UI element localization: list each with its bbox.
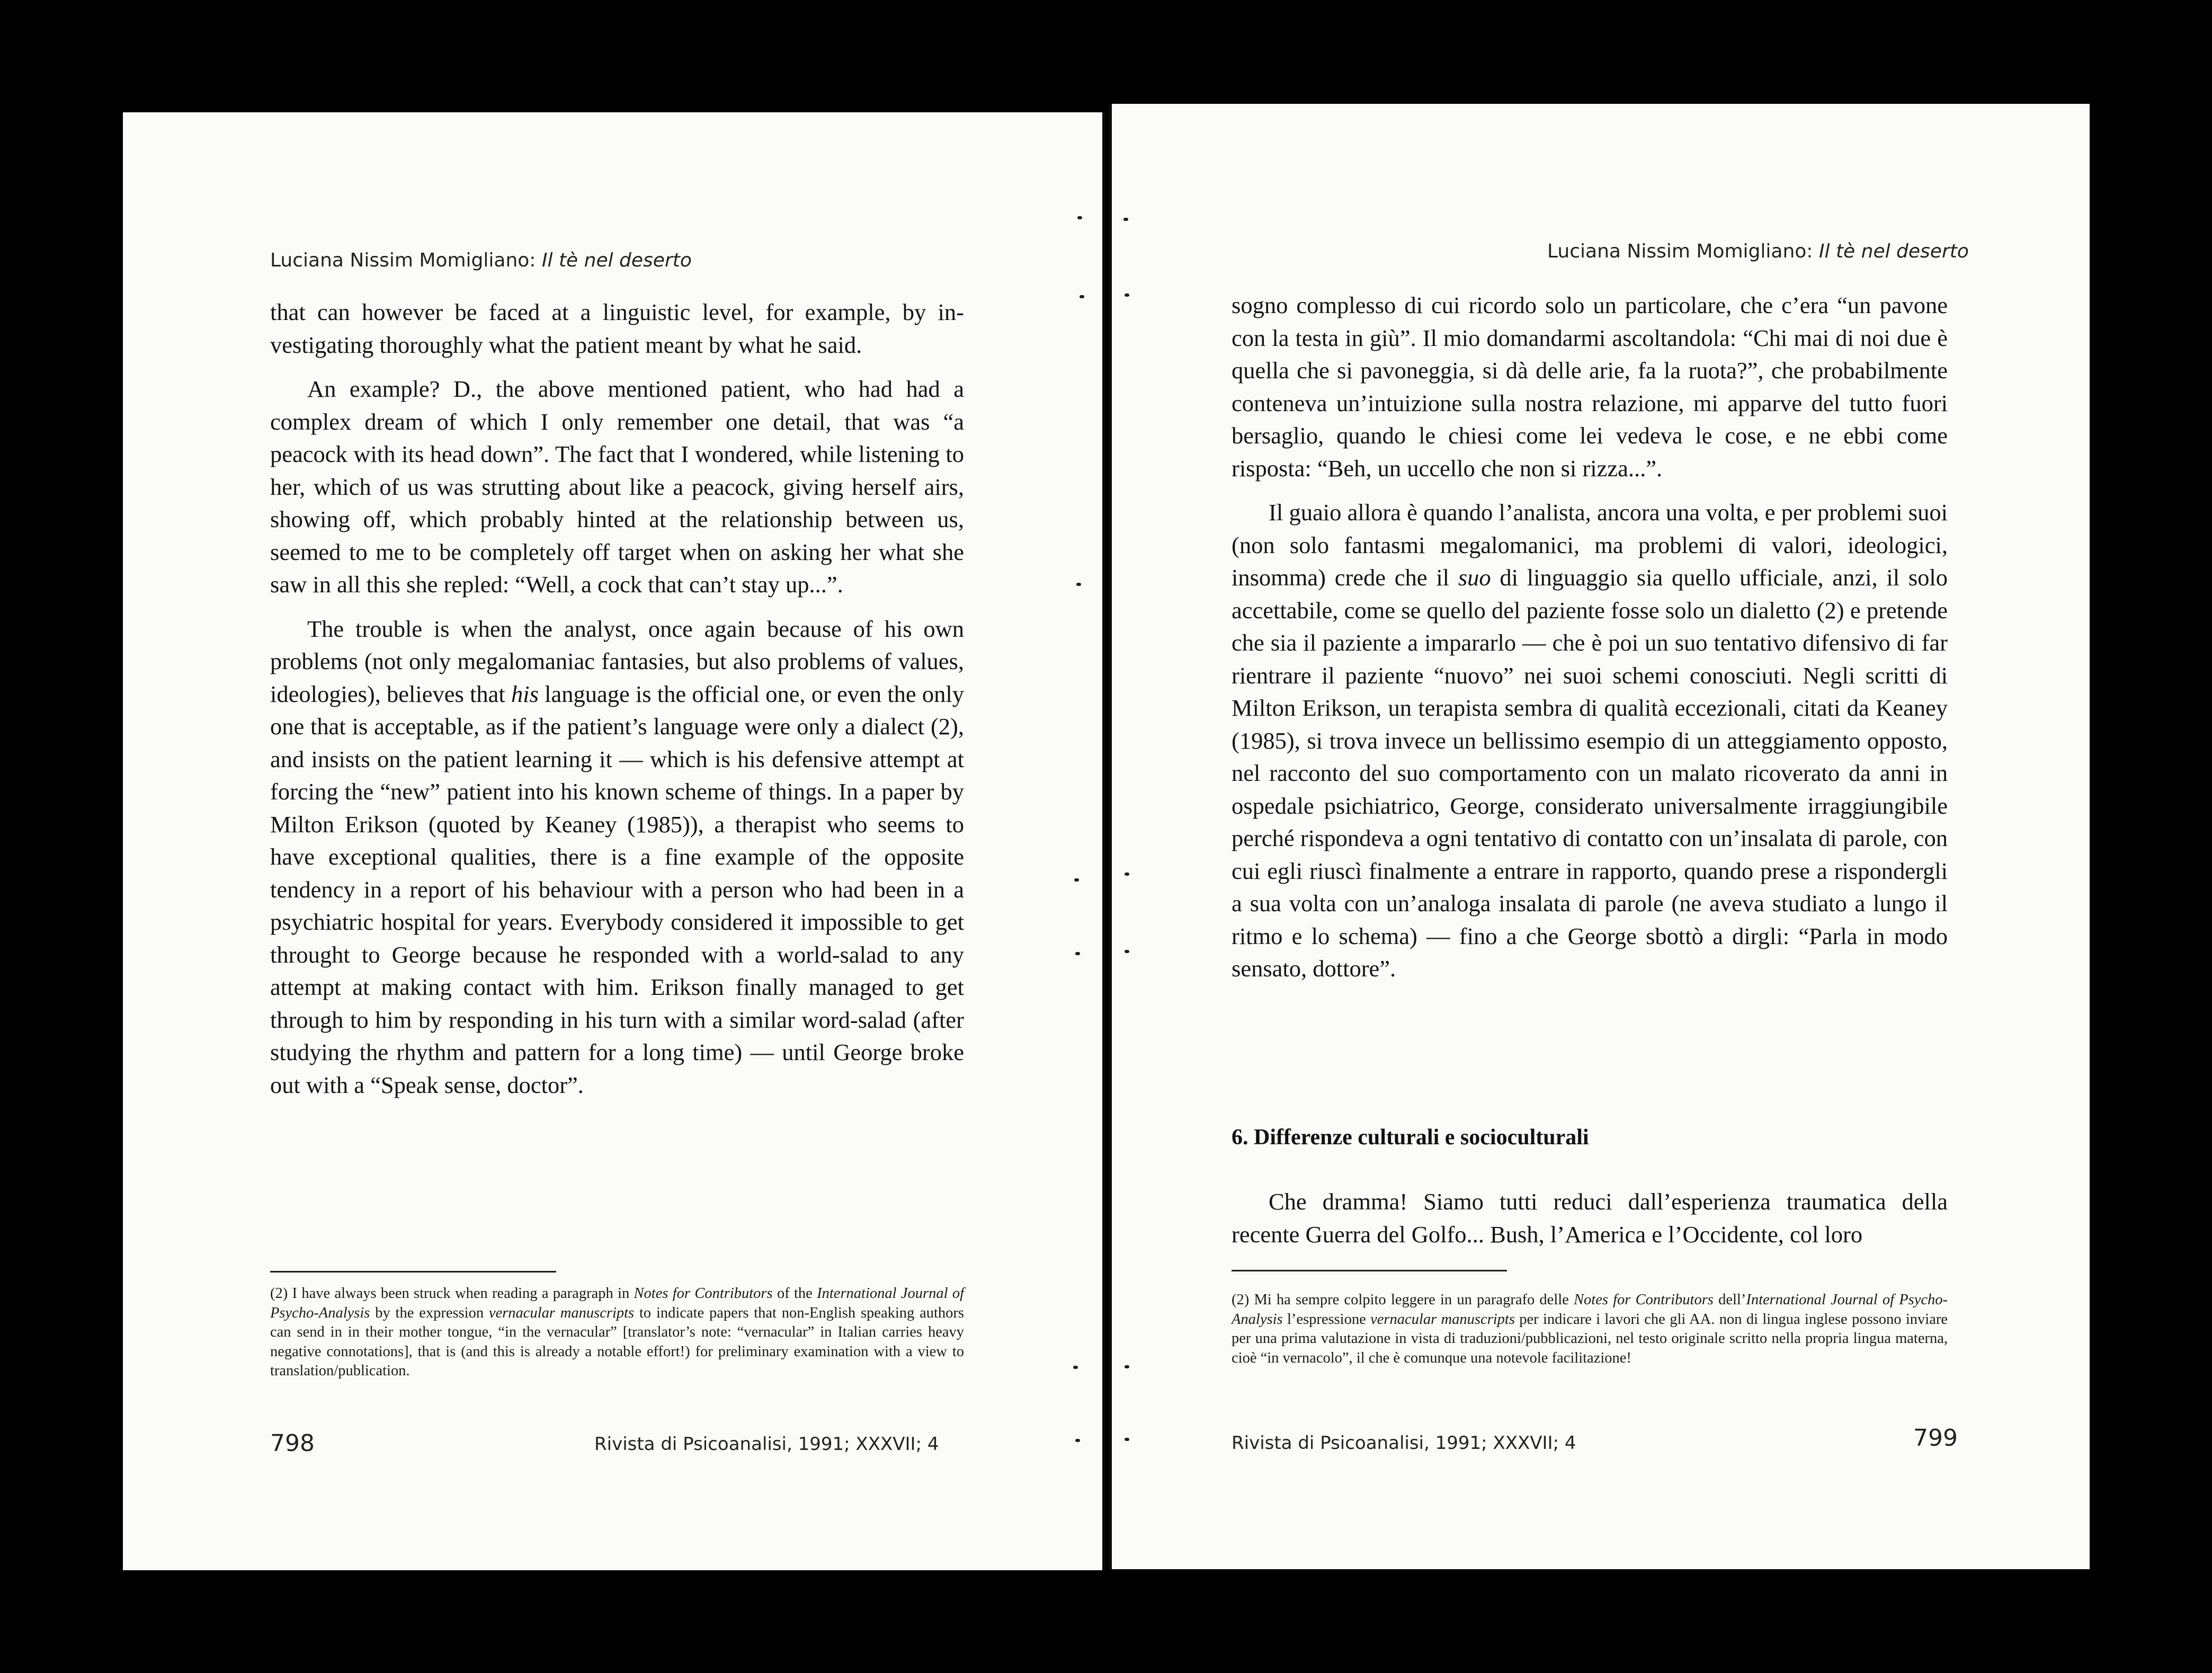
text-run: An example? D., the above mentioned patient, who had had a complex dream of which I only remember one detail, that was “a peacock with its head down”. The fact that I wondered, while listening to her, which of us was strutting about like a peacock, giving herself airs, showing off, which probably hinted at the relationship between us, seemed to me to be completely off target when on asking her what she saw in all this she repled: “Well, a cock that can’t stay up...”. bbox=[270, 376, 964, 598]
journal-line: Rivista di Psicoanalisi, 1991; XXXVII; 4 bbox=[1232, 1432, 1576, 1454]
footnote-rule bbox=[1232, 1270, 1507, 1271]
margin-speck bbox=[1125, 293, 1129, 297]
body-text bbox=[1232, 289, 1948, 985]
section-body-text bbox=[1232, 1186, 1948, 1251]
gutter-line bbox=[1102, 112, 1105, 1570]
text-run: that can however be faced at a linguistic level, for example, by investigating thoroughly what the patient meant by what he said. bbox=[270, 299, 964, 358]
paragraph bbox=[1232, 289, 1948, 485]
margin-speck bbox=[1125, 1438, 1129, 1441]
paragraph bbox=[270, 373, 964, 601]
running-head-author: Luciana Nissim Momigliano: bbox=[270, 250, 536, 271]
paragraph bbox=[270, 1284, 964, 1381]
running-head-title: Il tè nel deserto bbox=[541, 250, 692, 271]
margin-speck bbox=[1075, 952, 1080, 955]
page-number: 799 bbox=[1913, 1425, 1958, 1452]
margin-speck bbox=[1125, 1365, 1129, 1368]
text-run: di linguaggio sia quello ufficiale, anzi, il solo accettabile, come se quello del paziente fosse solo un dialetto (2) e pretende che sia il paziente a impararlo — che è poi un suo tentativo difensivo di far rientrare il paziente “nuovo” nei suoi schemi conosciuti. Negli scritti di Milton Erikson, un terapista sembra di qualità eccezionali, citati da Keaney (1985), si trova invece un bellissimo esempio di un atteggiamento opposto, nel racconto del suo comportamento con un malato ricoverato da anni in ospedale psichiatrico, George, considerato universalmente irraggiungibile perché rispondeva a ogni tentativo di contatto con un’insalata di parole, con cui egli riuscì finalmente a entrare in rapporto, quando prese a rispondergli a sua volta con un’analoga insalata di parole (ne aveva studiato a lungo il ritmo e lo schema) — fino a che George sbottò a dirgli: “Parla in modo sensato, dottore”. bbox=[1232, 564, 1948, 982]
text-run: Che dramma! Siamo tutti reduci dall’esperienza traumatica della recente Guerra del Golfo... Bush, l’America e l’Occidente, col loro bbox=[1232, 1188, 1948, 1248]
margin-speck bbox=[1125, 950, 1129, 953]
italic-text: International Journal of Psycho-Analysis bbox=[1232, 1292, 1948, 1328]
journal-line: Rivista di Psicoanalisi, 1991; XXXVII; 4 bbox=[594, 1434, 939, 1455]
right-page bbox=[1109, 104, 2090, 1569]
footnote-rule bbox=[270, 1271, 556, 1272]
italic-text: vernacular manuscripts bbox=[488, 1304, 635, 1321]
left-page bbox=[123, 112, 1105, 1570]
gutter-line bbox=[1109, 104, 1112, 1569]
italic-text: suo bbox=[1458, 564, 1491, 591]
text-run: of the bbox=[772, 1285, 817, 1302]
page-number: 798 bbox=[270, 1430, 315, 1457]
paragraph bbox=[1232, 1291, 1948, 1368]
text-run: (2) Mi ha sempre colpito leggere in un paragrafo delle bbox=[1232, 1292, 1574, 1308]
text-run: (2) I have always been struck when reading a paragraph in bbox=[270, 1285, 634, 1302]
paragraph bbox=[1232, 1186, 1948, 1251]
running-head bbox=[270, 249, 692, 272]
italic-text: his bbox=[511, 680, 539, 707]
margin-speck bbox=[1125, 873, 1129, 876]
margin-speck bbox=[1073, 1366, 1078, 1369]
running-head-author: Luciana Nissim Momigliano: bbox=[1547, 241, 1813, 262]
running-head bbox=[1547, 240, 1969, 263]
text-run: by the expression bbox=[370, 1304, 489, 1321]
footnote bbox=[270, 1284, 964, 1381]
italic-text: Notes for Contributors bbox=[634, 1285, 773, 1302]
paragraph bbox=[1232, 496, 1948, 985]
italic-text: International Journal of Psycho-Analysis bbox=[270, 1285, 965, 1321]
text-run: Il guaio allora è quando l’analista, ancora una volta, e per problemi suoi (non solo fantasmi megalomanici, ma problemi di valori, ideologici, insomma) crede che il bbox=[1232, 499, 1948, 591]
running-head-title: Il tè nel deserto bbox=[1818, 241, 1969, 262]
margin-speck bbox=[1080, 295, 1084, 298]
margin-speck bbox=[1077, 216, 1082, 219]
margin-speck bbox=[1075, 1439, 1080, 1442]
paragraph bbox=[270, 296, 964, 361]
margin-speck bbox=[1123, 218, 1128, 221]
body-text bbox=[270, 296, 964, 1101]
text-run: l’espressione bbox=[1282, 1311, 1371, 1328]
text-run: per indicare i lavori che gli AA. non di lingua inglese possono inviare per una prima valutazione in vista di traduzioni/pubblicazioni, nel testo originale scritto nella propria lingua materna, cioè “in vernacolo”, il che è comunque una notevole facilitazione! bbox=[1232, 1311, 1948, 1366]
margin-speck bbox=[1076, 583, 1081, 586]
text-run: The trouble is when the analyst, once again because of his own problems (not only megalomaniac fantasies, but also problems of values, ideologies), believes that bbox=[270, 615, 964, 707]
section-heading: 6. Differenze culturali e socioculturali bbox=[1232, 1125, 1589, 1150]
italic-text: Notes for Contributors bbox=[1574, 1292, 1714, 1308]
footnote bbox=[1232, 1291, 1948, 1368]
paragraph bbox=[270, 613, 964, 1102]
text-run: language is the official one, or even the only one that is acceptable, as if the patient’s language were only a dialect (2), and insists on the patient learning it — which is his defensive attempt at forcing the “new” patient into his known scheme of things. In a paper by Milton Erikson (quoted by Keaney (1985)), a therapist who seems to have exceptional qualities, there is a fine example of the opposite tendency in a report of his behaviour with a person who had been in a psychiatric hospital for years. Everybody considered it impossible to get throught to George because he responded with a world-salad to any attempt at making contact with him. Erikson finally managed to get through to him by responding in his turn with a similar word-salad (after studying the rhythm and pattern for a long time) — until George broke out with a “Speak sense, doctor”. bbox=[270, 680, 964, 1098]
text-run: to indicate papers that non-English speaking authors can send in in their mother tongue, “in the vernacular” [translator’s note: “vernacular” in Italian carries heavy negative connotations], that is (and this is already a notable effort!) for preliminary examination with a view to translation/publication. bbox=[270, 1304, 965, 1379]
margin-speck bbox=[1074, 878, 1079, 882]
italic-text: vernacular manuscripts bbox=[1370, 1311, 1515, 1328]
text-run: dell’ bbox=[1713, 1292, 1746, 1308]
text-run: sogno complesso di cui ricordo solo un particolare, che c’era “un pavone con la testa in giù”. Il mio domandarmi ascoltandola: “Chi mai di noi due è quella che si pavoneggia, si dà delle arie, fa la ruota?”, che probabilmente conteneva un’intuizione sulla nostra relazione, mi apparve del tutto fuori bersaglio, quando le chiesi come lei vedeva le cose, e ne ebbi come risposta: “Beh, un uccello che non si rizza...”. bbox=[1232, 292, 1948, 482]
